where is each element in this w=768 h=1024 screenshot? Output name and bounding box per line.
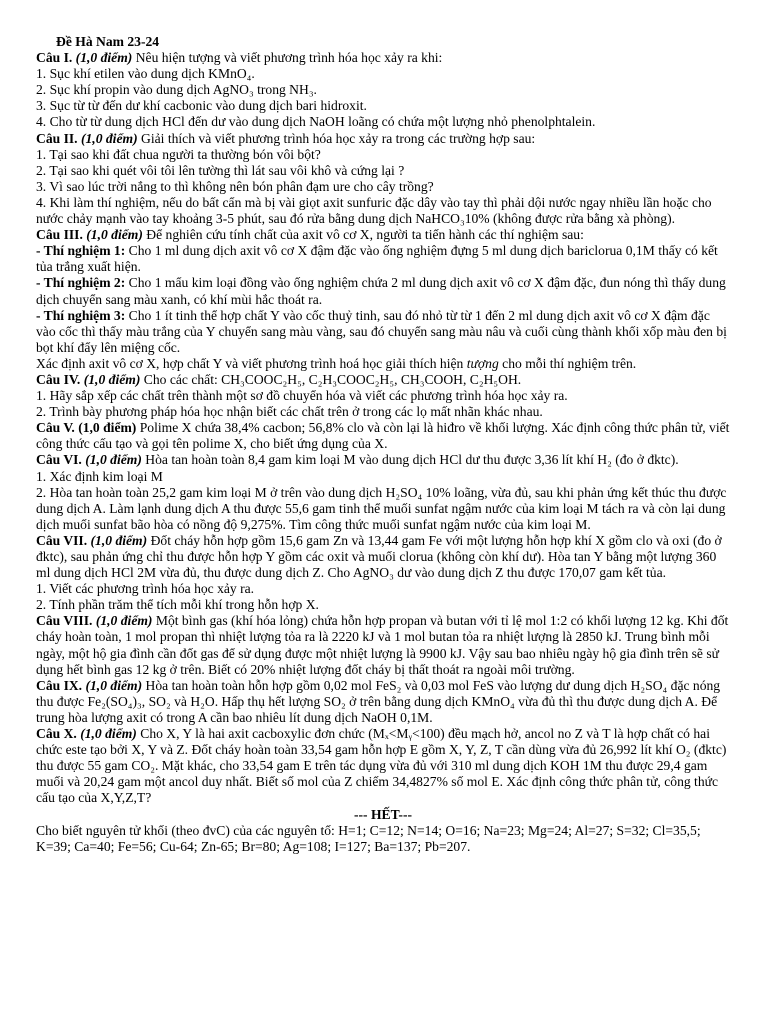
- question-label: Câu X.: [36, 726, 77, 742]
- experiment-label: - Thí nghiệm 1:: [36, 243, 126, 259]
- question-points: (1,0 điểm): [95, 613, 153, 629]
- experiment-3: [36, 308, 730, 356]
- question-text: Một bình gas (khí hóa lỏng) chứa hỗn hợp propan và butan với tỉ lệ mol 1:2 có khối lượng 12 kg. Khi đốt cháy hoàn toàn, 1 mol propan thì nhiệt lượng tỏa ra là 2220 kJ và 1 mol butan tỏa ra nhiệt lượng là 2850 kJ. Trung bình mỗi ngày, một hộ gia đình cần đốt gas để sử dụng được một nhiệt lượng là 9900 kJ. Vậy sau bao nhiêu ngày hộ gia đình trên sẽ sử dụng hết bình gas 12 kg ở trên. Biết có 20% nhiệt lượng đốt cháy bị thất thoát ra ngoài môi trường.: [36, 613, 729, 677]
- question-6: [36, 452, 730, 468]
- question-7-item-1: 1. Viết các phương trình hóa học xảy ra.: [36, 581, 255, 597]
- question-8: [36, 613, 730, 677]
- experiment-2: [36, 275, 730, 307]
- end-marker: --- HẾT---: [353, 806, 413, 822]
- question-1-item-4: 4. Cho từ từ dung dịch HCl đến dư vào dung dịch NaOH loãng có chứa một lượng nhỏ phenolphtalein.: [36, 114, 596, 130]
- question-4: [36, 372, 730, 388]
- question-1-item-2: 2. Sục khí propin vào dung dịch AgNO₃ trong NH₃.: [36, 82, 317, 98]
- question-7-item-2: 2. Tính phần trăm thể tích mỗi khí trong hỗn hợp X.: [36, 597, 319, 613]
- question-label: Câu IX.: [36, 677, 83, 693]
- experiment-label: - Thí nghiệm 2:: [36, 275, 126, 291]
- question-3-closing: Xác định axit vô cơ X, hợp chất Y và viết phương trình hoá học giải thích hiện tượng cho mỗi thí nghiệm trên.: [36, 355, 637, 371]
- question-text: Hòa tan hoàn toàn hỗn hợp gồm 0,02 mol FeS₂ và 0,03 mol FeS vào lượng dư dung dịch H₂SO₄ đặc nóng thu được Fe₂(SO₄)₃, SO₂ và H₂O. Hấp thụ hết lượng SO₂ ở trên bằng dung dịch KMnO₄ vừa đủ thì thu được dung dịch A. Để trung hòa lượng axit có trong A cần bao nhiêu lít dung dịch NaOH 0,1M.: [36, 677, 721, 725]
- question-3: [36, 227, 730, 243]
- question-6-item-1: 1. Xác định kim loại M: [36, 468, 163, 484]
- question-points: (1,0 điểm): [86, 227, 143, 243]
- question-10: [36, 726, 730, 806]
- question-2-item-1: 1. Tại sao khi đất chua người ta thường bón vôi bột?: [36, 146, 321, 162]
- question-points: (1,0 điểm): [85, 677, 143, 693]
- question-points: (1,0 điểm): [83, 371, 141, 387]
- question-1-item-1: 1. Sục khí etilen vào dung dịch KMnO₄.: [36, 66, 255, 82]
- experiment-text: Cho 1 mẩu kim loại đồng vào ống nghiệm chứa 2 ml dung dịch axit vô cơ X đậm đặc, đun nóng thì thấy dung dịch chuyển sang màu xanh, có khí mùi hắc thoát ra.: [36, 275, 726, 307]
- question-7: [36, 533, 730, 581]
- experiment-label: - Thí nghiệm 3:: [36, 307, 126, 323]
- experiment-text: Cho 1 ml dung dịch axit vô cơ X đậm đặc vào ống nghiệm đựng 5 ml dung dịch bariclorua 0,1M thấy có kết tủa trắng xuất hiện.: [36, 243, 718, 275]
- exam-title: Đề Hà Nam 23-24: [56, 34, 160, 49]
- question-6-item-2: 2. Hòa tan hoàn toàn 25,2 gam kim loại M ở trên vào dung dịch H₂SO₄ 10% loãng, vừa đủ, sau khi phản ứng kết thúc thu được dung dịch A. Làm lạnh dung dịch A thu được 55,6 gam tinh thể muối sunfat ngậm nước của kim loại M tách ra và còn lại dung dịch muối sunfat bão hòa có nồng độ 9,275%. Tìm công thức muối sunfat ngậm nước của kim loại M.: [36, 484, 727, 532]
- question-points: (1,0 điểm): [85, 452, 142, 468]
- question-label: Câu VIII.: [36, 613, 93, 629]
- experiment-text: Cho 1 ít tinh thể hợp chất Y vào cốc thuỷ tinh, sau đó nhỏ từ từ 1 đến 2 ml dung dịch axit vô cơ X đậm đặc vào cốc thì thấy màu trắng của Y chuyển sang màu vàng, sau đó chuyển sang màu nâu và cuối cùng thành khối xốp màu đen bị bọt khí đẩy lên miệng cốc.: [36, 307, 727, 355]
- question-2-item-3: 3. Vì sao lúc trời nắng to thì không nên bón phân đạm ure cho cây trồng?: [36, 178, 434, 194]
- question-label: Câu I.: [36, 50, 73, 66]
- question-label: Câu V. (1,0 điểm): [36, 420, 137, 436]
- question-label: Câu IV.: [36, 371, 81, 387]
- question-4-item-2: 2. Trình bày phương pháp hóa học nhận biết các chất trên ở trong các lọ mất nhãn khác nhau.: [36, 404, 543, 420]
- experiment-1: [36, 243, 730, 275]
- exam-document: [36, 34, 730, 855]
- atomic-mass-footer: Cho biết nguyên tử khối (theo đvC) của các nguyên tố: H=1; C=12; N=14; O=16; Na=23; Mg=24; Al=27; S=32; Cl=35,5; K=39; Ca=40; Fe=56; Cu-64; Zn-65; Br=80; Ag=108; I=127; Ba=137; Pb=207.: [36, 822, 701, 854]
- question-points: (1,0 điểm): [80, 130, 138, 146]
- question-1-item-3: 3. Sục từ từ đến dư khí cacbonic vào dung dịch bari hidroxit.: [36, 98, 367, 114]
- question-text: Hòa tan hoàn toàn 8,4 gam kim loại M vào dung dịch HCl dư thu được 3,36 lít khí H₂ (đo ở đktc).: [145, 452, 679, 468]
- question-2: [36, 131, 730, 147]
- question-text: Polime X chứa 38,4% cacbon; 56,8% clo và còn lại là hiđro về khối lượng. Xác định công thức phân tử, viết công thức cấu tạo và gọi tên polime X, cho biết ứng dụng của X.: [36, 420, 730, 452]
- question-text: Đốt cháy hỗn hợp gồm 15,6 gam Zn và 13,44 gam Fe với một lượng hỗn hợp khí X gồm clo và oxi (đo ở đktc), sau phản ứng chỉ thu được hỗn hợp Y gồm các oxit và muối clorua (không còn khí dư). Hòa tan Y bằng một lượng 360 ml dung dịch HCl 2M vừa đủ, thu được dung dịch Z. Cho AgNO₃ dư vào dung dịch Z thu được 170,07 gam kết tủa.: [36, 532, 722, 581]
- question-text: Cho các chất: CH₃COOC₂H₅, C₂H₃COOC₂H₅, CH₃COOH, C₂H₅OH.: [143, 371, 522, 387]
- question-points: (1,0 điểm): [75, 50, 133, 66]
- question-5: [36, 420, 730, 452]
- question-9: [36, 678, 730, 726]
- question-text: Nêu hiện tượng và viết phương trình hóa học xảy ra khi:: [135, 50, 443, 66]
- question-points: (1,0 điểm): [90, 532, 148, 548]
- question-label: Câu III.: [36, 227, 83, 243]
- question-2-item-4: 4. Khi làm thí nghiệm, nếu do bất cẩn mà bị vài giọt axit sunfuric đặc dây vào tay thì phải dội nước ngay nhiều lần hoặc cho nước chảy mạnh vào tay khoảng 3-5 phút, sau đó rửa bằng dung dịch NaHCO₃10% (không được rửa bằng xà phòng).: [36, 194, 712, 227]
- question-2-item-2: 2. Tại sao khi quét vôi tôi lên tường thì lát sau vôi khô và cứng lại ?: [36, 162, 405, 178]
- question-label: Câu VII.: [36, 532, 88, 548]
- question-1: [36, 50, 730, 66]
- question-label: Câu II.: [36, 130, 78, 146]
- question-points: (1,0 điểm): [80, 726, 137, 742]
- question-text: Giải thích và viết phương trình hóa học xảy ra trong các trường hợp sau:: [141, 130, 536, 146]
- question-4-item-1: 1. Hãy sắp xếp các chất trên thành một sơ đồ chuyển hóa và viết các phương trình hóa học xảy ra.: [36, 388, 568, 404]
- question-label: Câu VI.: [36, 452, 82, 468]
- question-text: Để nghiên cứu tính chất của axit vô cơ X, người ta tiến hành các thí nghiệm sau:: [146, 227, 584, 243]
- question-text: Cho X, Y là hai axit cacboxylic đơn chức (Mₓ<Mᵧ<100) đều mạch hở, ancol no Z và T là hợp chất có hai chức este tạo bởi X, Y và Z. Đốt cháy hoàn toàn 33,54 gam hỗn hợp E gồm X, Y, Z, T cần dùng vừa đủ 26,992 lít khí O₂ (đktc) thu được 55 gam CO₂. Mặt khác, cho 33,54 gam E trên tác dụng vừa đủ với 310 ml dung dịch KOH 1M thu được 29,4 gam muối và 20,24 gam một ancol duy nhất. Biết số mol của Z chiếm 34,4827% số mol E. Xác định công thức phân tử, công thức cấu tạo của X,Y,Z,T?: [36, 726, 727, 806]
